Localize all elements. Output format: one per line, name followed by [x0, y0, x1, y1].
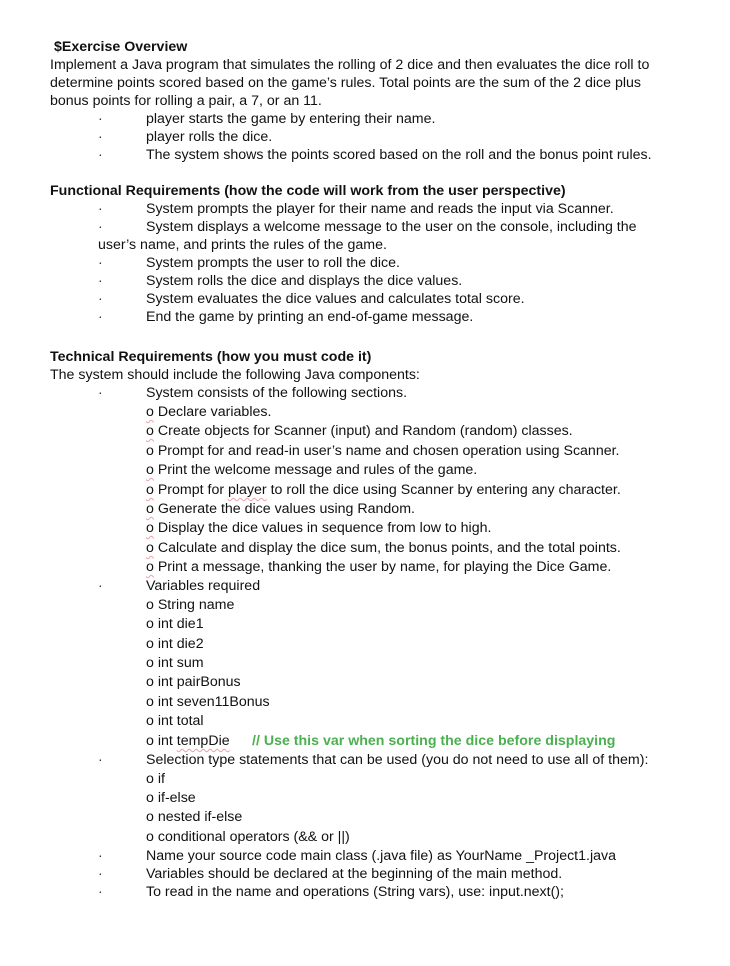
overview-bullet: player rolls the dice. — [146, 129, 273, 145]
sub-bullet: o — [146, 636, 154, 652]
functional-bullet: System prompts the user to roll the dice. — [146, 255, 400, 271]
selection-text: conditional operators (&& or ||) — [157, 829, 350, 845]
overview-intro-line: bonus points for rolling a pair, a 7, or an 11. — [50, 93, 322, 109]
selection-text: if — [157, 771, 165, 787]
var-item — [146, 732, 230, 750]
sub-bullet: o — [146, 540, 154, 556]
functional-bullet: System displays a welcome message to the user on the console, including the — [146, 219, 637, 235]
var-text: int pairBonus — [157, 674, 241, 690]
bullet-dot: · — [98, 752, 103, 768]
sub-bullet: o — [146, 616, 154, 632]
bullet-dot: · — [98, 848, 103, 864]
misspelled-word: tempDie — [176, 733, 230, 749]
section-text: Create objects for Scanner (input) and Random (random) classes. — [157, 423, 573, 439]
sub-bullet: o — [146, 694, 154, 710]
bullet-dot: · — [98, 578, 103, 594]
functional-heading: Functional Requirements (how the code will work from the user perspective) — [50, 183, 566, 199]
selection-text: nested if-else — [157, 809, 243, 825]
bullet-dot: · — [98, 255, 103, 271]
section-text: Prompt for — [157, 482, 229, 498]
misspelled-word: player — [228, 482, 267, 498]
section-item — [146, 500, 415, 518]
overview-bullet: player starts the game by entering their name. — [146, 111, 436, 127]
section-item — [146, 442, 619, 460]
sub-bullet: o — [146, 771, 154, 787]
bullet-dot: · — [98, 866, 103, 882]
section-text: Print a message, thanking the user by name, for playing the Dice Game. — [157, 559, 612, 575]
overview-heading: $Exercise Overview — [54, 39, 188, 55]
var-text: int sum — [157, 655, 204, 671]
sub-bullet: o — [146, 733, 154, 749]
var-item — [146, 635, 204, 653]
sub-bullet: o — [146, 674, 154, 690]
selection-text: if-else — [157, 790, 196, 806]
section-text: Print the welcome message and rules of the game. — [157, 462, 478, 478]
overview-intro-line: determine points scored based on the game’s rules. Total points are the sum of the 2 dice plus — [50, 75, 641, 91]
functional-bullet: System prompts the player for their name and reads the input via Scanner. — [146, 201, 614, 217]
technical-sections-title: System consists of the following sections. — [146, 385, 408, 401]
sub-bullet: o — [146, 443, 154, 459]
selection-item — [146, 770, 165, 788]
functional-bullet: System rolls the dice and displays the dice values. — [146, 273, 463, 289]
functional-bullet: System evaluates the dice values and calculates total score. — [146, 291, 525, 307]
section-text: Prompt for and read-in user’s name and chosen operation using Scanner. — [157, 443, 620, 459]
var-comment: // Use this var when sorting the dice before displaying — [252, 733, 616, 749]
bullet-dot: · — [98, 291, 103, 307]
sub-bullet: o — [146, 790, 154, 806]
var-text: int die2 — [157, 636, 204, 652]
sub-bullet: o — [146, 423, 154, 439]
sub-bullet: o — [146, 713, 154, 729]
overview-bullet: The system shows the points scored based on the roll and the bonus point rules. — [146, 147, 652, 163]
selection-item — [146, 828, 350, 846]
var-item — [146, 673, 241, 691]
functional-bullet: End the game by printing an end-of-game message. — [146, 309, 474, 325]
var-text: String name — [157, 597, 235, 613]
section-item — [146, 519, 491, 537]
sub-bullet: o — [146, 597, 154, 613]
var-text: int die1 — [157, 616, 204, 632]
bullet-dot: · — [98, 273, 103, 289]
technical-heading: Technical Requirements (how you must code it) — [50, 349, 372, 365]
section-item — [146, 558, 611, 576]
var-item — [146, 693, 270, 711]
sub-bullet: o — [146, 655, 154, 671]
section-text: Generate the dice values using Random. — [157, 501, 415, 517]
sub-bullet: o — [146, 462, 154, 478]
bullet-dot: · — [98, 309, 103, 325]
section-text: to roll the dice using Scanner by entering any character. — [266, 482, 621, 498]
section-item — [146, 422, 573, 440]
var-text: int — [157, 733, 177, 749]
final-bullet: Variables should be declared at the beginning of the main method. — [146, 866, 563, 882]
var-text: int total — [157, 713, 204, 729]
sub-bullet: o — [146, 520, 154, 536]
var-item — [146, 615, 204, 633]
technical-intro: The system should include the following Java components: — [50, 367, 420, 383]
section-item — [146, 481, 621, 499]
section-item — [146, 539, 621, 557]
section-item — [146, 461, 477, 479]
bullet-dot: · — [98, 201, 103, 217]
bullet-dot: · — [98, 147, 103, 163]
var-item — [146, 596, 234, 614]
final-bullet: Name your source code main class (.java file) as YourName _Project1.java — [146, 848, 616, 864]
section-text: Declare variables. — [157, 404, 272, 420]
selection-item — [146, 808, 242, 826]
var-item — [146, 712, 204, 730]
sub-bullet: o — [146, 404, 154, 420]
vars-title: Variables required — [146, 578, 261, 594]
functional-bullet-continuation: user’s name, and prints the rules of the game. — [98, 237, 387, 253]
selection-item — [146, 789, 196, 807]
var-text: int seven11Bonus — [157, 694, 270, 710]
sub-bullet: o — [146, 559, 154, 575]
bullet-dot: · — [98, 385, 103, 401]
bullet-dot: · — [98, 219, 103, 235]
section-text: Display the dice values in sequence from low to high. — [157, 520, 492, 536]
sub-bullet: o — [146, 482, 154, 498]
sub-bullet: o — [146, 829, 154, 845]
section-item — [146, 403, 271, 421]
overview-intro-line: Implement a Java program that simulates the rolling of 2 dice and then evaluates the dice roll to — [50, 57, 650, 73]
bullet-dot: · — [98, 129, 103, 145]
section-text: Calculate and display the dice sum, the bonus points, and the total points. — [157, 540, 621, 556]
bullet-dot: · — [98, 111, 103, 127]
final-bullet: To read in the name and operations (String vars), use: input.next(); — [146, 884, 564, 900]
var-item — [146, 654, 204, 672]
sub-bullet: o — [146, 809, 154, 825]
selection-title: Selection type statements that can be used (you do not need to use all of them): — [146, 752, 649, 768]
bullet-dot: · — [98, 884, 103, 900]
sub-bullet: o — [146, 501, 154, 517]
